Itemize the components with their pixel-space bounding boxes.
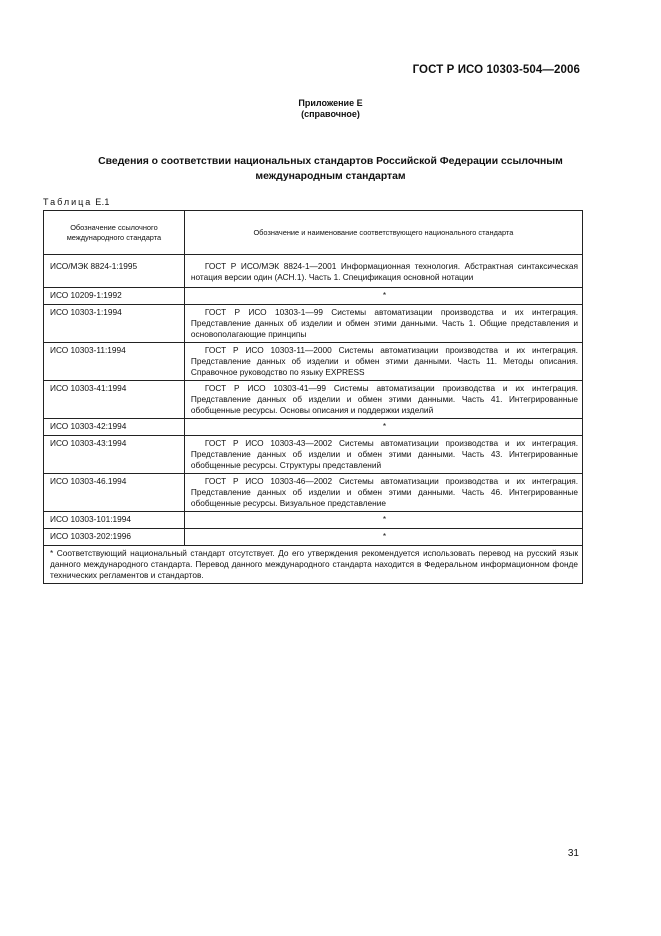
row-description: * — [184, 288, 582, 305]
table-row — [44, 419, 583, 436]
table-footnote: * Соответствующий национальный стандарт отсутствует. До его утверждения рекомендуется использовать перевод на русский язык данного международного стандарта. Перевод данного международного стандарта находится в Федеральном информационном фонде технических регламентов и стандартов. — [44, 546, 583, 584]
table-caption-number: Е.1 — [95, 197, 110, 207]
row-description: * — [184, 512, 582, 529]
table-row — [44, 512, 583, 529]
row-code: ИСО 10303-11:1994 — [44, 343, 185, 381]
section-title-line-2: международным стандартам — [255, 171, 406, 182]
table-row — [44, 343, 583, 381]
row-code: ИСО 10209-1:1992 — [44, 288, 185, 305]
row-code: ИСО 10303-46.1994 — [44, 474, 185, 512]
table-row — [44, 288, 583, 305]
row-description: * — [184, 419, 582, 436]
row-description: ГОСТ Р ИСО 10303-1—99 Системы автоматизации производства и их интеграция. Представление данных об изделии и обмен этими данными. Часть 1. Общие представления и основополагающие принципы — [184, 305, 582, 343]
header-national-standard: Обозначение и наименование соответствующего национального стандарта — [184, 211, 582, 255]
row-description: ГОСТ Р ИСО 10303-11—2000 Системы автоматизации производства и их интеграция. Представление данных об изделии и обмен этими данными. Часть 11. Методы описания. Справочное руководство по языку EXPRESS — [184, 343, 582, 381]
table-footnote-row — [44, 546, 583, 584]
row-description: ГОСТ Р ИСО/МЭК 8824-1—2001 Информационная технология. Абстрактная синтаксическая нотация версии один (АСН.1). Часть 1. Спецификация основной нотации — [184, 255, 582, 288]
row-description: ГОСТ Р ИСО 10303-41—99 Системы автоматизации производства и их интеграция. Представление данных об изделии и обмен этими данными. Часть 41. Интегрированные обобщенные ресурсы. Основы описания и поддержки изделий — [184, 381, 582, 419]
row-code: ИСО 10303-202:1996 — [44, 529, 185, 546]
row-code: ИСО 10303-1:1994 — [44, 305, 185, 343]
row-code: ИСО 10303-42:1994 — [44, 419, 185, 436]
appendix-title: Приложение Е — [298, 98, 363, 108]
row-description: * — [184, 529, 582, 546]
row-code: ИСО/МЭК 8824-1:1995 — [44, 255, 185, 288]
section-title — [50, 154, 611, 184]
table-row — [44, 305, 583, 343]
table-row — [44, 381, 583, 419]
appendix-heading — [0, 98, 661, 120]
row-code: ИСО 10303-43:1994 — [44, 436, 185, 474]
document-code: ГОСТ Р ИСО 10303-504—2006 — [412, 64, 580, 76]
table-row — [44, 436, 583, 474]
standards-correspondence-table — [43, 210, 583, 584]
row-code: ИСО 10303-101:1994 — [44, 512, 185, 529]
appendix-subtitle: (справочное) — [301, 109, 360, 119]
table-row — [44, 255, 583, 288]
table-header-row — [44, 211, 583, 255]
page-number: 31 — [567, 848, 579, 859]
table-caption-label: Таблица — [43, 197, 93, 207]
table-caption — [43, 197, 110, 207]
row-description: ГОСТ Р ИСО 10303-46—2002 Системы автоматизации производства и их интеграция. Представление данных об изделии и обмен этими данными. Часть 46. Интегрированные обобщенные ресурсы. Визуальное представление — [184, 474, 582, 512]
table-row — [44, 529, 583, 546]
table-row — [44, 474, 583, 512]
row-code: ИСО 10303-41:1994 — [44, 381, 185, 419]
section-title-line-1: Сведения о соответствии национальных стандартов Российской Федерации ссылочным — [98, 156, 563, 167]
row-description: ГОСТ Р ИСО 10303-43—2002 Системы автоматизации производства и их интеграция. Представление данных об изделии и обмен этими данными. Часть 43. Интегрированные обобщенные ресурсы. Структуры представлений — [184, 436, 582, 474]
header-international-standard: Обозначение ссылочного международного стандарта — [44, 211, 185, 255]
